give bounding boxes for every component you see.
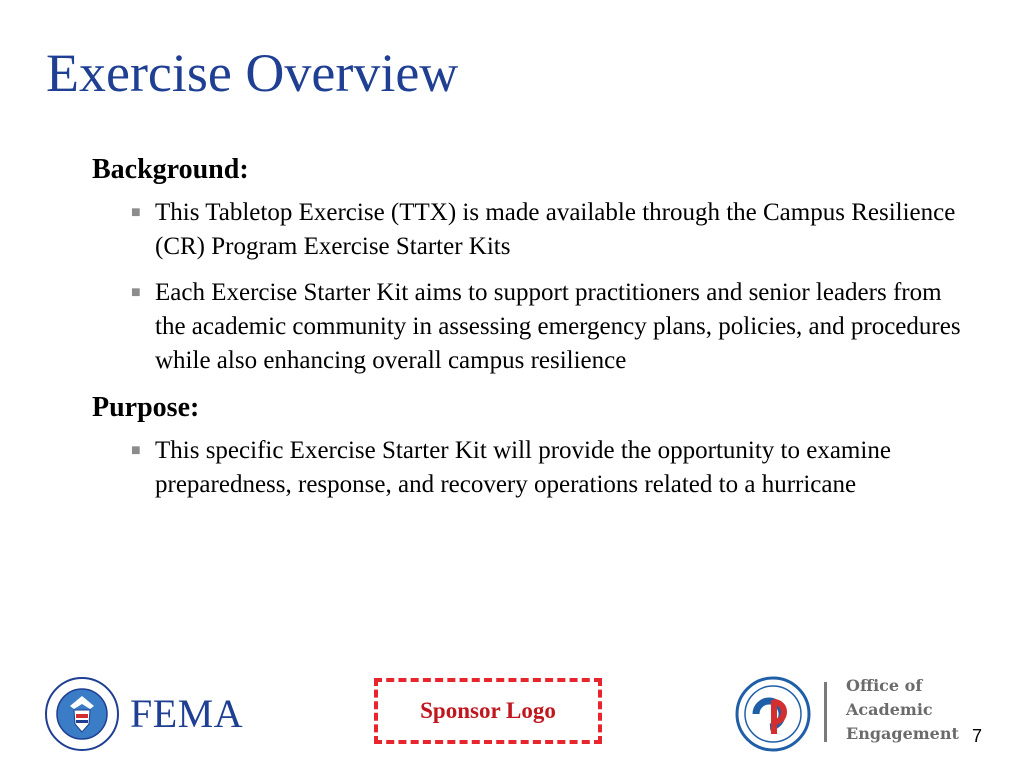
- section-heading-purpose: Purpose:: [92, 392, 200, 423]
- oae-line: Engagement: [846, 724, 959, 743]
- office-of-academic-engagement-logo: [734, 674, 964, 754]
- square-bullet-icon: ■: [131, 204, 141, 221]
- section-heading-background: Background:: [92, 154, 249, 185]
- sponsor-logo-text: Sponsor Logo: [420, 698, 556, 723]
- logo-divider: [824, 682, 827, 742]
- oae-line: Office of: [846, 676, 923, 695]
- bullet-text: Each Exercise Starter Kit aims to support practitioners and senior leaders from the academic community in assessing emergency plans, policies, and procedures while also enhancing overall campus resilience: [155, 279, 961, 374]
- bullet-list-background: [92, 196, 972, 378]
- bullet-item: [92, 276, 972, 378]
- bullet-item: [92, 434, 972, 502]
- bullet-item: [92, 196, 972, 264]
- dhs-seal-icon: [44, 676, 120, 752]
- fema-logo: [44, 676, 254, 754]
- oae-wordmark: [846, 674, 959, 746]
- oae-line: Academic: [846, 700, 933, 719]
- section-background: [92, 152, 972, 378]
- fema-wordmark: FEMA: [130, 691, 244, 736]
- sponsor-logo-placeholder: [374, 678, 602, 744]
- bullet-text: This Tabletop Exercise (TTX) is made available through the Campus Resilience (CR) Program Exercise Starter Kits: [155, 199, 956, 260]
- slide-title: Exercise Overview: [46, 43, 459, 103]
- bullet-text: This specific Exercise Starter Kit will provide the opportunity to examine preparedness, response, and recovery operations related to a hurricane: [155, 437, 891, 498]
- slide-content: [92, 152, 972, 514]
- bullet-list-purpose: [92, 434, 972, 502]
- section-purpose: [92, 390, 972, 502]
- page-number: 7: [972, 726, 983, 746]
- square-bullet-icon: ■: [131, 284, 141, 301]
- square-bullet-icon: ■: [131, 442, 141, 459]
- campus-resilience-seal-icon: [734, 676, 812, 752]
